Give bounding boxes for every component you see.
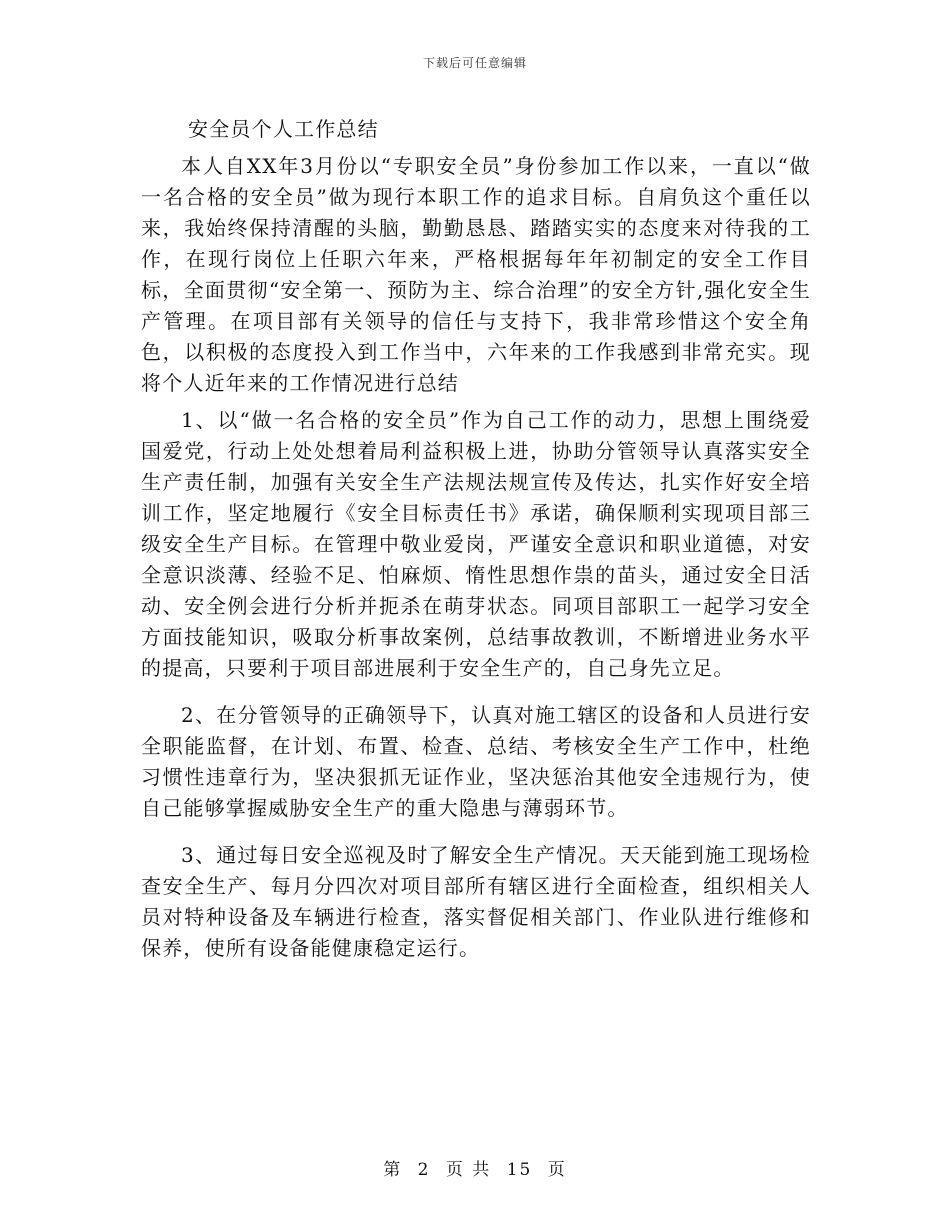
document-title: 安全员个人工作总结 (188, 117, 379, 141)
current-page-number: 2 (417, 1160, 431, 1180)
page-middle-text: 页 共 (445, 1160, 492, 1180)
page-prefix: 第 (383, 1160, 403, 1180)
summary-item-2: 2、在分管领导的正确领导下，认真对施工辖区的设备和人员进行安全职能监督，在计划、布置、检查、总结、考核安全生产工作中，杜绝习惯性违章行为，坚决狠抓无证作业，坚决惩治其他安全违规行为，使自己能够掌握威胁安全生产的重大隐患与薄弱环节。 (141, 703, 811, 820)
page-suffix: 页 (547, 1160, 567, 1180)
page-number-footer (0, 1155, 950, 1180)
intro-paragraph: 本人自XX年3月份以“专职安全员”身份参加工作以来，一直以“做一名合格的安全员”做为现行本职工作的追求目标。自肩负这个重任以来，我始终保持清醒的头脑，勤勤恳恳、踏踏实实的态度来对待我的工作，在现行岗位上任职六年来，严格根据每年年初制定的安全工作目标，全面贯彻“安全第一、预防为主、综合治理”的安全方针,强化安全生产管理。在项目部有关领导的信任与支持下，我非常珍惜这个安全角色，以积极的态度投入到工作当中，六年来的工作我感到非常充实。现将个人近年来的工作情况进行总结 (141, 154, 811, 395)
summary-item-3: 3、通过每日安全巡视及时了解安全生产情况。天天能到施工现场检查安全生产、每月分四次对项目部所有辖区进行全面检查，组织相关人员对特种设备及车辆进行检查，落实督促相关部门、作业队进行维修和保养，使所有设备能健康稳定运行。 (141, 843, 811, 960)
summary-item-1: 1、以“做一名合格的安全员”作为自己工作的动力，思想上围绕爱国爱党，行动上处处想着局利益积极上进，协助分管领导认真落实安全生产责任制，加强有关安全生产法规法规宣传及传达，扎实作好安全培训工作，坚定地履行《安全目标责任书》承诺，确保顺利实现项目部三级安全生产目标。在管理中敬业爱岗，严谨安全意识和职业道德，对安全意识淡薄、经验不足、怕麻烦、惰性思想作祟的苗头，通过安全日活动、安全例会进行分析并扼杀在萌芽状态。同项目部职工一起学习安全方面技能知识，吸取分析事故案例，总结事故教训，不断增进业务水平的提高，只要利于项目部进展利于安全生产的，自己身先立足。 (141, 408, 811, 680)
document-body (141, 114, 811, 980)
download-edit-note: 下载后可任意编辑 (422, 56, 527, 70)
total-page-count: 15 (506, 1160, 533, 1180)
